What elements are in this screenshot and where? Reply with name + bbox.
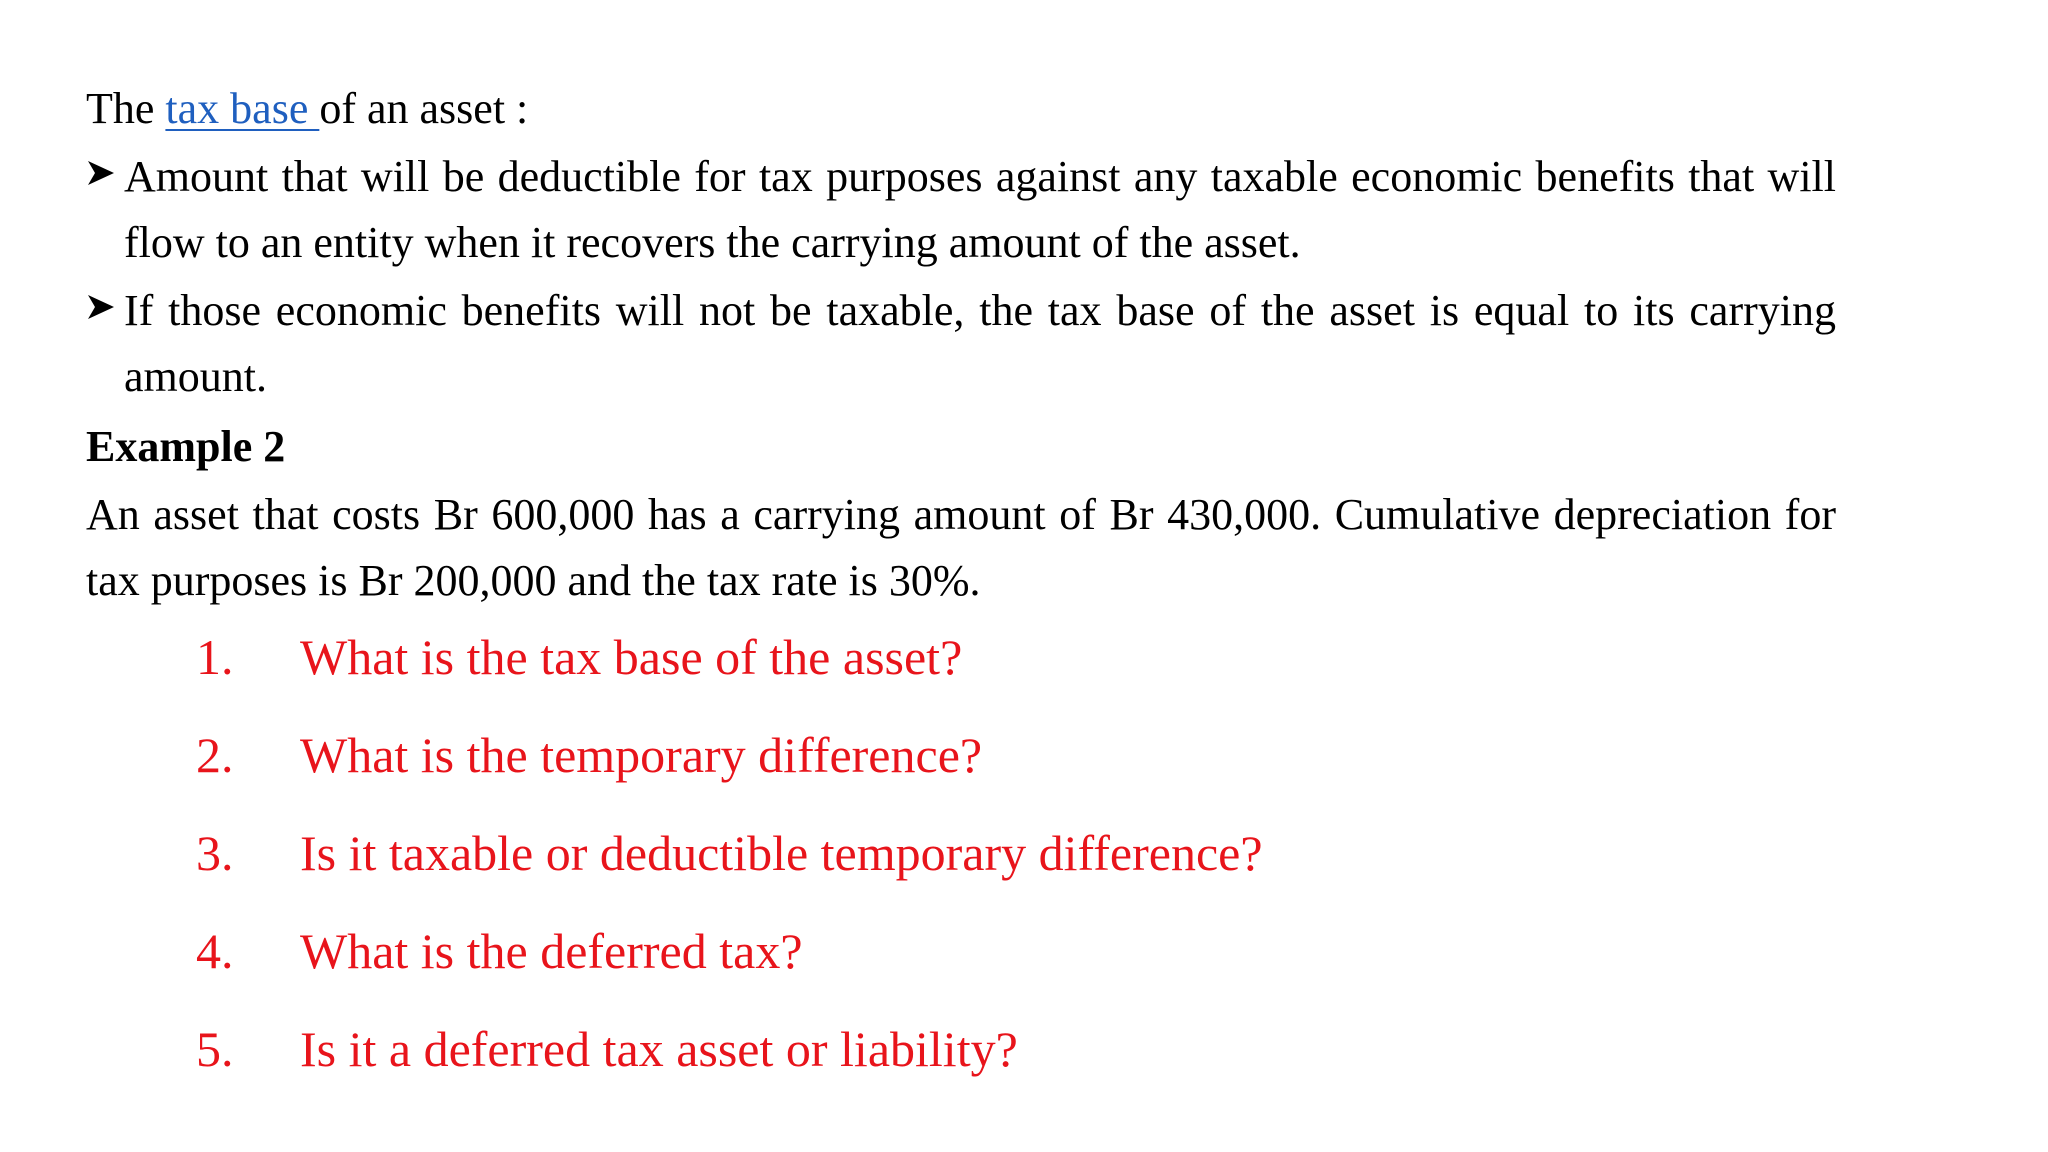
question-number: 1. — [196, 629, 234, 685]
question-number: 4. — [196, 923, 234, 979]
example-body: An asset that costs Br 600,000 has a carrying amount of Br 430,000. Cumulative depreciation for tax purposes is Br 200,000 and the tax rate is 30%. — [86, 490, 1836, 605]
intro-line — [86, 76, 1836, 142]
example-heading: Example 2 — [86, 422, 286, 471]
question-number: 3. — [196, 825, 234, 881]
slide-content — [86, 76, 1836, 1110]
question-item — [86, 620, 1836, 718]
question-text: Is it taxable or deductible temporary difference? — [300, 825, 1263, 881]
question-text: What is the tax base of the asset? — [300, 629, 963, 685]
question-text: What is the temporary difference? — [300, 727, 983, 783]
question-list — [86, 620, 1836, 1110]
question-number: 2. — [196, 727, 234, 783]
question-item — [86, 914, 1836, 1012]
intro-suffix: of an asset : — [319, 84, 529, 133]
question-item — [86, 718, 1836, 816]
question-number: 5. — [196, 1021, 234, 1077]
tax-base-link[interactable]: tax base — [165, 84, 320, 133]
question-text: Is it a deferred tax asset or liability? — [300, 1021, 1018, 1077]
bullet-text: If those economic benefits will not be taxable, the tax base of the asset is equal to its carrying amount. — [124, 286, 1836, 401]
intro-prefix: The — [86, 84, 166, 133]
bullet-item — [86, 144, 1836, 276]
bullet-text: Amount that will be deductible for tax purposes against any taxable economic benefits that will flow to an entity when it recovers the carrying amount of the asset. — [124, 152, 1836, 267]
arrowhead-bullet-icon — [86, 158, 116, 188]
arrowhead-bullet-icon — [86, 292, 116, 322]
question-text: What is the deferred tax? — [300, 923, 803, 979]
question-item — [86, 816, 1836, 914]
bullet-item — [86, 278, 1836, 410]
question-item — [86, 1012, 1836, 1110]
